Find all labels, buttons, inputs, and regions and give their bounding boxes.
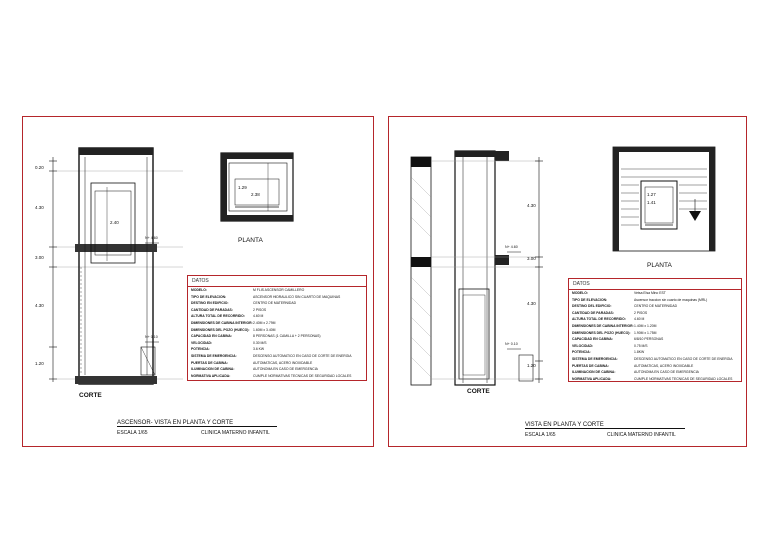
datos-key: CANTIDAD DE PARADAS: bbox=[572, 310, 614, 315]
datos-row bbox=[569, 297, 741, 304]
dim-label: 3.00 bbox=[527, 256, 536, 261]
datos-row bbox=[569, 369, 741, 376]
level-label: N+ 0.10 bbox=[505, 342, 518, 346]
datos-key: DESTINO DEL EDIFICIO: bbox=[572, 304, 612, 309]
datos-value: ASCENSOR HIDRAULICO SIN CUARTO DE MAQUINAS bbox=[253, 294, 341, 299]
datos-row bbox=[188, 340, 366, 347]
datos-key: TIPO DE ELEVACION: bbox=[191, 294, 227, 299]
datos-key: DESTINO EN EDIFICIO: bbox=[191, 301, 229, 306]
plan-label: PLANTA bbox=[647, 262, 672, 269]
datos-key: DIMENSIONES DE CABINA INTERIOR: bbox=[191, 320, 253, 325]
datos-row bbox=[188, 346, 366, 353]
plan-dim-label: 1.29 bbox=[238, 185, 247, 190]
datos-key: DIMENSIONES DEL POZO (HUECO): bbox=[572, 330, 631, 335]
section-label: CORTE bbox=[79, 392, 102, 399]
datos-row bbox=[188, 366, 366, 373]
datos-value: CENTRO DE MATERNIDAD bbox=[634, 304, 678, 309]
datos-key: VELOCIDAD: bbox=[191, 340, 213, 345]
datos-row bbox=[569, 310, 741, 317]
datos-value: 0.75 M/S bbox=[634, 343, 648, 348]
datos-value: 0.30 M/S bbox=[253, 340, 267, 345]
datos-row bbox=[188, 333, 366, 340]
datos-key: POTENCIA: bbox=[191, 347, 210, 352]
level-label: N+ 0.10 bbox=[145, 335, 158, 339]
datos-key: PUERTAS DE CABINA: bbox=[191, 360, 228, 365]
datos-value: 6/8/10 PERSONAS bbox=[634, 337, 664, 342]
datos-key: ILUMINACION DE CABINA: bbox=[191, 367, 235, 372]
datos-row bbox=[569, 323, 741, 330]
datos-key: ALTURA TOTAL DE RECORRIDO: bbox=[191, 314, 245, 319]
dim-label: 4.30 bbox=[527, 301, 536, 306]
datos-key: MODELO: bbox=[572, 291, 589, 295]
datos-value: 2 PISOS bbox=[253, 307, 267, 312]
datos-value: 1.90M x 1.75M bbox=[634, 330, 657, 335]
datos-key: NORMATIVA APLICADA: bbox=[191, 373, 231, 378]
datos-row bbox=[569, 349, 741, 356]
caption-scale: ESCALA 1/65 bbox=[525, 432, 556, 438]
datos-key: PUERTAS DE CABINA: bbox=[572, 363, 609, 368]
datos-row bbox=[569, 363, 741, 370]
datos-value: CUMPLE NORMATIVAS TECNICAS DE SEGURIDAD LOCALES bbox=[253, 373, 352, 378]
datos-key: DIMENSIONES DEL POZO (HUECO): bbox=[191, 327, 250, 332]
datos-row bbox=[188, 327, 366, 334]
datos-row bbox=[188, 373, 366, 380]
datos-row bbox=[188, 294, 366, 301]
datos-key: SISTEMA DE EMERGENCIA: bbox=[572, 356, 618, 361]
datos-row bbox=[569, 330, 741, 337]
datos-row bbox=[569, 376, 741, 383]
plan-dim-label: 1.27 bbox=[647, 192, 656, 197]
datos-value: DESCENSO AUTOMATICO EN CASO DE CORTE DE ENERGIA bbox=[253, 353, 352, 358]
datos-value: AUTOMATICAS, ACERO INOXIDABLE bbox=[634, 363, 694, 368]
datos-row bbox=[188, 360, 366, 367]
datos-key: DIMENSIONES DE CABINA INTERIOR: bbox=[572, 323, 634, 328]
datos-value: M FLIS ASCENSOR CAMILLERO bbox=[253, 288, 305, 292]
datos-value: Ascensor traccion sin cuarto de maquinas (MRL) bbox=[634, 297, 708, 302]
datos-value: AUTONOMA EN CASO DE EMERGENCIA bbox=[253, 367, 318, 372]
datos-row bbox=[569, 336, 741, 343]
datos-value: 4.60 M bbox=[634, 317, 645, 322]
datos-value: 2 PISOS bbox=[634, 310, 648, 315]
datos-key: NORMATIVA APLICADA: bbox=[572, 376, 612, 381]
drawing-sheet-right bbox=[388, 116, 747, 447]
datos-table-left bbox=[187, 275, 367, 381]
datos-row bbox=[188, 353, 366, 360]
datos-table-right bbox=[568, 278, 742, 382]
cabin-height-label: 2.40 bbox=[110, 220, 119, 225]
datos-key: ALTURA TOTAL DE RECORRIDO: bbox=[572, 317, 626, 322]
datos-row bbox=[569, 356, 741, 363]
datos-value: AUTOMATICAS, ACERO INOXIDABLE bbox=[253, 360, 313, 365]
caption-scale: ESCALA 1/65 bbox=[117, 430, 148, 436]
caption-title: ASCENSOR- VISTA EN PLANTA Y CORTE bbox=[117, 420, 277, 427]
datos-value: 1.8KW bbox=[634, 350, 645, 355]
level-label: N+ 4.60 bbox=[145, 236, 158, 240]
datos-row bbox=[188, 300, 366, 307]
drawing-sheet-left bbox=[22, 116, 374, 447]
datos-value: Vetsa Elsa Mino EST bbox=[634, 291, 666, 295]
plan-dim-label: 2.38 bbox=[251, 192, 260, 197]
caption-project: CLINICA MATERNO INFANTIL bbox=[201, 430, 270, 436]
datos-row bbox=[188, 313, 366, 320]
datos-value: 3.6 KW bbox=[253, 347, 265, 352]
datos-title: DATOS bbox=[569, 279, 741, 290]
datos-row bbox=[188, 287, 366, 294]
datos-row bbox=[569, 316, 741, 323]
datos-key: SISTEMA DE EMERGENCIA: bbox=[191, 353, 237, 358]
dim-label: 4.30 bbox=[35, 205, 44, 210]
datos-row bbox=[569, 290, 741, 297]
datos-title: DATOS bbox=[188, 276, 366, 287]
datos-key: POTENCIA: bbox=[572, 350, 591, 355]
dim-label: 4.30 bbox=[35, 303, 44, 308]
datos-rows bbox=[188, 287, 366, 379]
caption-title: VISTA EN PLANTA Y CORTE bbox=[525, 422, 685, 429]
datos-key: TIPO DE ELEVACION: bbox=[572, 297, 608, 302]
datos-key: VELOCIDAD: bbox=[572, 343, 594, 348]
plan-dim-label: 1.41 bbox=[647, 200, 656, 205]
level-label: N+ 4.60 bbox=[505, 245, 518, 249]
plan-label: PLANTA bbox=[238, 237, 263, 244]
dim-label: 3.00 bbox=[35, 255, 44, 260]
dim-label: 4.30 bbox=[527, 203, 536, 208]
caption-project: CLINICA MATERNO INFANTIL bbox=[607, 432, 676, 438]
datos-key: ILUMINACION DE CABINA: bbox=[572, 370, 616, 375]
datos-value: 4.60 M bbox=[253, 314, 264, 319]
datos-key: MODELO: bbox=[191, 288, 208, 292]
datos-row bbox=[569, 303, 741, 310]
datos-value: 8 PERSONAS (1 CAMILLA + 2 PERSONAS) bbox=[253, 334, 321, 339]
datos-row bbox=[188, 320, 366, 327]
datos-value: 1.60M x 3.40M bbox=[253, 327, 276, 332]
datos-value: DESCENSO AUTOMATICO EN CASO DE CORTE DE ENERGIA bbox=[634, 356, 733, 361]
dim-label: 0.20 bbox=[35, 165, 44, 170]
datos-value: 2.40M x 2.79M bbox=[253, 320, 276, 325]
datos-row bbox=[569, 343, 741, 350]
datos-key: CAPACIDAD EN CABINA: bbox=[572, 337, 613, 342]
dim-label: 1.20 bbox=[527, 363, 536, 368]
datos-value: AUTONOMA EN CASO DE EMERGENCIA bbox=[634, 370, 699, 375]
datos-value: CENTRO DE MATERNIDAD bbox=[253, 301, 297, 306]
datos-value: 1.40M x 1.20M bbox=[634, 323, 657, 328]
datos-key: CANTIDAD DE PARADAS: bbox=[191, 307, 233, 312]
datos-key: CAPACIDAD EN CABINA: bbox=[191, 334, 232, 339]
section-label: CORTE bbox=[467, 388, 490, 395]
datos-rows bbox=[569, 290, 741, 382]
datos-value: CUMPLE NORMATIVAS TECNICAS DE SEGURIDAD LOCALES bbox=[634, 376, 733, 381]
datos-row bbox=[188, 307, 366, 314]
dim-label: 1.20 bbox=[35, 361, 44, 366]
